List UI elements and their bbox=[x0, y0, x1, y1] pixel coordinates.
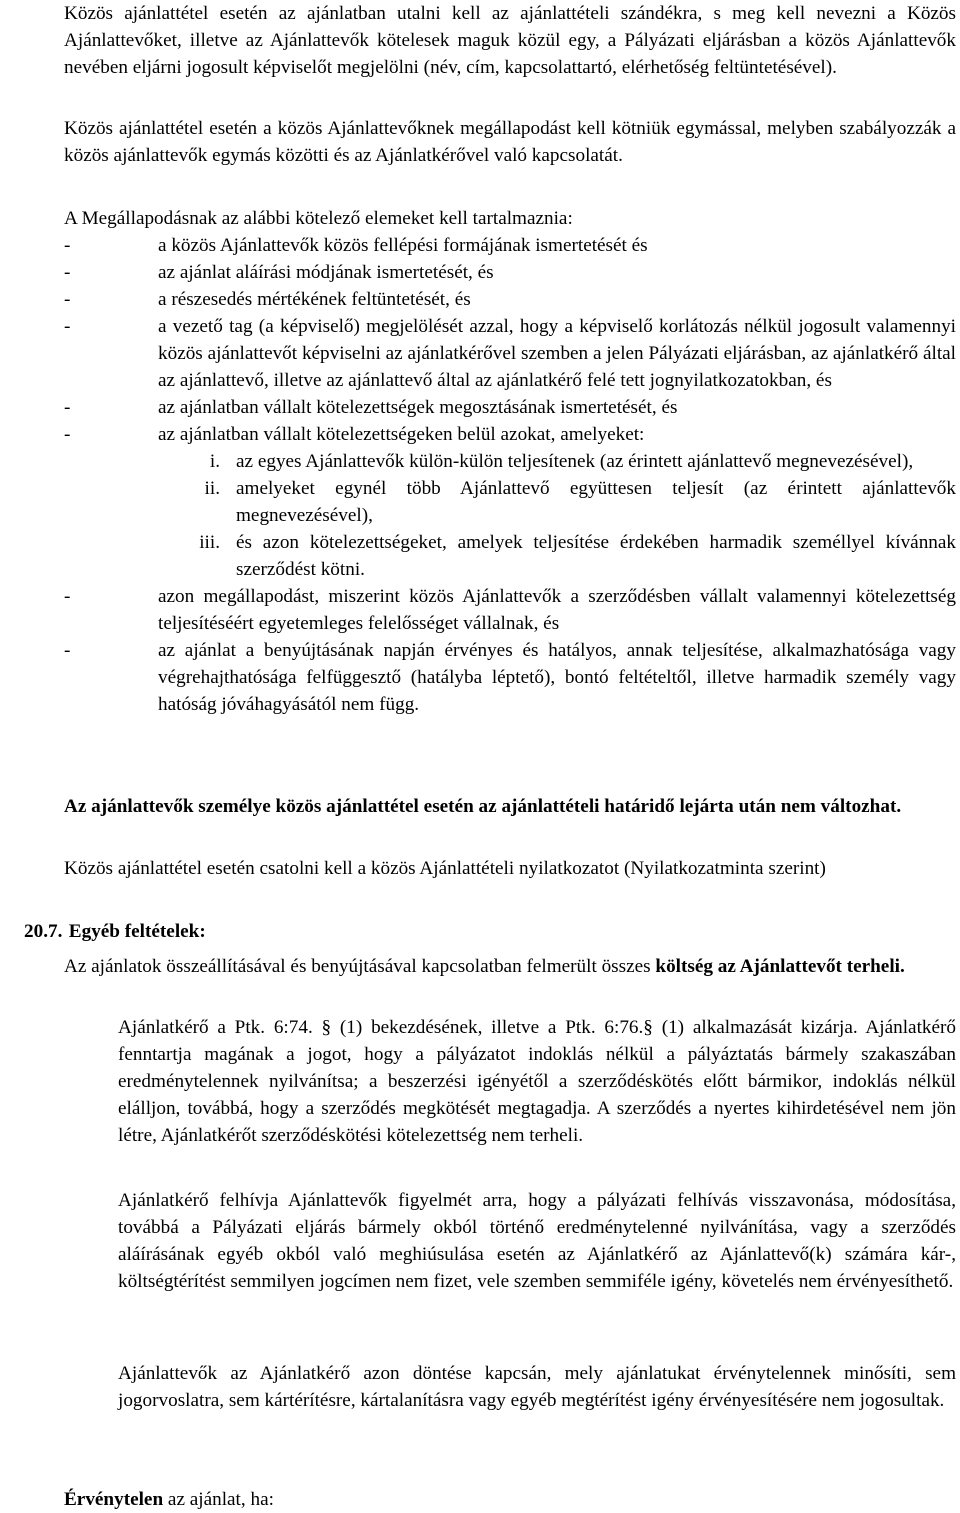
list-item bbox=[64, 232, 956, 259]
paragraph-invalid-bid bbox=[64, 1486, 956, 1513]
roman-numeral: iii. bbox=[199, 532, 220, 553]
roman-numeral: ii. bbox=[204, 478, 220, 499]
bold-statement: Az ajánlattevők személye közös ajánlattétel esetén az ajánlattételi határidő lejárta után nem változhat. bbox=[64, 796, 902, 817]
sublist-item bbox=[158, 475, 956, 529]
roman-numeral: i. bbox=[209, 451, 220, 472]
dash-marker: - bbox=[64, 262, 71, 283]
dash-marker: - bbox=[64, 424, 71, 445]
invalid-text: az ajánlat, ha: bbox=[163, 1489, 274, 1510]
list-item-text: az ajánlatban vállalt kötelezettségek megosztásának ismertetését, és bbox=[158, 397, 678, 418]
list-item-text: az ajánlatban vállalt kötelezettségeken belül azokat, amelyeket: bbox=[158, 424, 645, 445]
dash-marker: - bbox=[64, 397, 71, 418]
agreement-elements-list bbox=[64, 232, 956, 718]
sublist-item bbox=[158, 529, 956, 583]
sublist-item-text: és azon kötelezettségeket, amelyek teljesítése érdekében harmadik személlyel kívánnak szerződést kötni. bbox=[236, 532, 956, 580]
list-item bbox=[64, 583, 956, 637]
dash-marker: - bbox=[64, 289, 71, 310]
sublist-item bbox=[158, 448, 956, 475]
paragraph-no-remedy: Ajánlattevők az Ajánlatkérő azon döntése kapcsán, mely ajánlatukat érvénytelennek minősíti, sem jogorvoslatra, sem kártérítésre, kártalanításra vagy egyéb megtérítést igény érvényesítésére nem jogosultak. bbox=[118, 1363, 956, 1411]
sublist-item-text: az egyes Ajánlattevők külön-külön teljesítenek (az érintett ajánlattevő megnevezésével), bbox=[236, 451, 914, 472]
list-item-text: a részesedés mértékének feltüntetését, és bbox=[158, 289, 471, 310]
list-item-text: a közös Ajánlattevők közös fellépési formájának ismertetését és bbox=[158, 235, 648, 256]
roman-sublist bbox=[158, 448, 956, 583]
costs-text: Az ajánlatok összeállításával és benyújtásával kapcsolatban felmerült összes bbox=[64, 956, 656, 977]
list-item bbox=[64, 394, 956, 421]
paragraph-costs bbox=[64, 953, 956, 980]
list-item bbox=[64, 259, 956, 286]
list-item bbox=[64, 637, 956, 718]
section-title: Egyéb feltételek: bbox=[68, 921, 206, 942]
section-heading bbox=[24, 918, 206, 945]
paragraph-ptk-exclusion: Ajánlatkérő a Ptk. 6:74. § (1) bekezdésének, illetve a Ptk. 6:76.§ (1) alkalmazását kizárja. Ajánlatkérő fenntartja magának a jogot, hogy a pályázatot indoklás nélkül a pályáztatás bármely szakaszában eredménytelennek nyilvánítsa; a beszerzési igényétől a szerződéskötés előtt bármikor, indoklás nélkül elálljon, továbbá, hogy a szerződés megkötését megtagadja. A szerződés a nyertes kihirdetésével nem jön létre, Ajánlatkérőt szerződéskötési kötelezettség nem terheli. bbox=[118, 1017, 956, 1146]
list-item-text: a vezető tag (a képviselő) megjelölését azzal, hogy a képviselő korlátozás nélkül jogosult valamennyi közös ajánlattevőt képviselni az ajánlatkérővel szemben a jelen Pályázati eljárásban, az ajánlatkérő által az ajánlattevő, illetve az ajánlattevő által az ajánlatkérő felé tett jognyilatkozatokban, és bbox=[158, 316, 956, 391]
section-number: 20.7. bbox=[24, 921, 63, 942]
list-item-text: azon megállapodást, miszerint közös Ajánlattevők a szerződésben vállalt valamennyi kötelezettség teljesítéséért egyetemleges felelősséget vállalnak, és bbox=[158, 586, 956, 634]
invalid-bold: Érvénytelen bbox=[64, 1489, 164, 1510]
paragraph-agreement-elements: A Megállapodásnak az alábbi kötelező elemeket kell tartalmaznia: bbox=[64, 208, 573, 229]
paragraph-withdrawal-notice: Ajánlatkérő felhívja Ajánlattevők figyelmét arra, hogy a pályázati felhívás visszavonása, módosítása, továbbá a Pályázati eljárás bármely okból történő eredménytelenné nyilvánítása, vagy a szerződés aláírásának egyéb okból való meghiúsulása esetén az Ajánlatkérő az Ajánlattevő(k) számára kár-, költségtérítést semmilyen jogcímen nem fizet, vele szemben semmiféle igény, követelés nem érvényesíthető. bbox=[118, 1190, 956, 1292]
dash-marker: - bbox=[64, 235, 71, 256]
dash-marker: - bbox=[64, 316, 71, 337]
paragraph-bidder-identity bbox=[64, 793, 956, 820]
dash-marker: - bbox=[64, 586, 71, 607]
list-item bbox=[64, 313, 956, 394]
paragraph-joint-bid-intro: Közös ajánlattétel esetén az ajánlatban utalni kell az ajánlattételi szándékra, s meg kell nevezni a Közös Ajánlattevőket, illetve az Ajánlattevők kötelesek maguk közül egy, a Pályázati eljárásban a közös Ajánlattevők nevében eljárni jogosult képviselőt megjelölni (név, cím, kapcsolattartó, elérhetőség feltüntetésével). bbox=[64, 3, 956, 78]
list-item-text: az ajánlat a benyújtásának napján érvényes és hatályos, annak teljesítése, alkalmazhatósága vagy végrehajthatósága felfüggesztő (hatályba léptető), bontó feltételtől, illetve harmadik személy vagy hatóság jóváhagyásától nem függ. bbox=[158, 640, 956, 715]
dash-marker: - bbox=[64, 640, 71, 661]
list-item bbox=[64, 421, 956, 583]
list-item-text: az ajánlat aláírási módjának ismertetését, és bbox=[158, 262, 494, 283]
costs-bold: költség az Ajánlattevőt terheli. bbox=[655, 956, 905, 977]
list-item bbox=[64, 286, 956, 313]
paragraph-attach-declaration: Közös ajánlattétel esetén csatolni kell a közös Ajánlattételi nyilatkozatot (Nyilatkozatminta szerint) bbox=[64, 858, 826, 879]
paragraph-agreement-requirement: Közös ajánlattétel esetén a közös Ajánlattevőknek megállapodást kell kötniük egymással, melyben szabályozzák a közös ajánlattevők egymás közötti és az Ajánlatkérővel való kapcsolatát. bbox=[64, 118, 956, 166]
sublist-item-text: amelyeket egynél több Ajánlattevő együttesen teljesít (az érintett ajánlattevők megnevezésével), bbox=[236, 478, 956, 526]
